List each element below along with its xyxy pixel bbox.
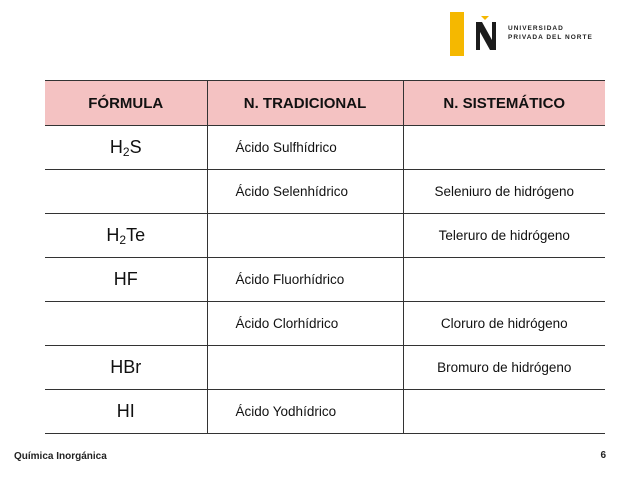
header-formula: FÓRMULA <box>45 81 207 126</box>
hydracid-table <box>45 80 605 434</box>
page-number: 6 <box>600 450 606 461</box>
table-row <box>45 214 605 258</box>
formula-base: HBr <box>110 356 142 377</box>
table-row <box>45 302 605 346</box>
logo-text <box>508 24 593 42</box>
logo-line2: PRIVADA DEL NORTE <box>508 34 593 41</box>
logo-yellow-block <box>450 12 464 56</box>
table-row <box>45 126 605 170</box>
formula-tail: Te <box>126 224 146 245</box>
formula-tail: S <box>129 136 142 157</box>
tradicional-cell: Ácido Sulfhídrico <box>207 126 403 170</box>
tradicional-cell: Ácido Yodhídrico <box>207 390 403 434</box>
formula-cell <box>45 302 207 346</box>
formula-base: H <box>109 136 123 157</box>
sistematico-cell: Teleruro de hidrógeno <box>403 214 605 258</box>
tradicional-cell <box>207 346 403 390</box>
course-name: Química Inorgánica <box>14 451 107 462</box>
logo-n-mark-icon <box>472 14 500 54</box>
formula-base: HF <box>113 268 138 289</box>
header-tradicional: N. TRADICIONAL <box>207 81 403 126</box>
sistematico-cell: Cloruro de hidrógeno <box>403 302 605 346</box>
formula-cell <box>45 346 207 390</box>
tradicional-cell: Ácido Fluorhídrico <box>207 258 403 302</box>
table-row <box>45 170 605 214</box>
header-sistematico: N. SISTEMÁTICO <box>403 81 605 126</box>
sistematico-cell <box>403 258 605 302</box>
logo-line1: UNIVERSIDAD <box>508 25 564 32</box>
table-row <box>45 258 605 302</box>
table-row <box>45 390 605 434</box>
sistematico-cell: Seleniuro de hidrógeno <box>403 170 605 214</box>
formula-base: H <box>106 224 120 245</box>
formula-cell <box>45 214 207 258</box>
formula-cell <box>45 170 207 214</box>
tradicional-cell: Ácido Clorhídrico <box>207 302 403 346</box>
formula-cell <box>45 258 207 302</box>
formula-subscript: 2 <box>119 232 127 247</box>
university-logo <box>450 12 610 56</box>
formula-cell <box>45 390 207 434</box>
sistematico-cell <box>403 126 605 170</box>
formula-subscript: 2 <box>122 144 130 159</box>
sistematico-cell <box>403 390 605 434</box>
table-row <box>45 346 605 390</box>
table-header-row <box>45 81 605 126</box>
tradicional-cell: Ácido Selenhídrico <box>207 170 403 214</box>
sistematico-cell: Bromuro de hidrógeno <box>403 346 605 390</box>
formula-base: HI <box>116 400 135 421</box>
tradicional-cell <box>207 214 403 258</box>
formula-cell <box>45 126 207 170</box>
